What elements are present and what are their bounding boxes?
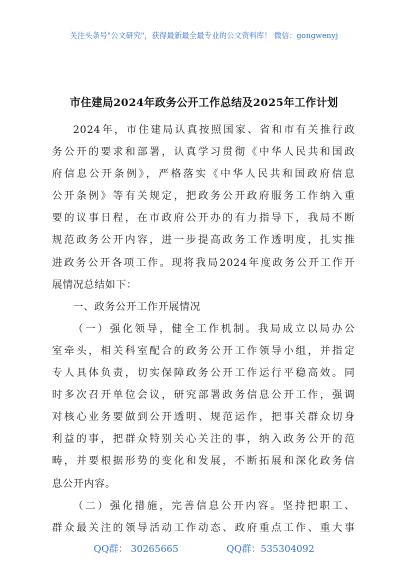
qq-group-1: QQ群： 30265665 xyxy=(93,544,179,555)
body-line: 进政务公开各项工作。现将我局2024年度政务公开工作开 xyxy=(52,257,355,269)
body-line: 息公开内容。 xyxy=(52,478,116,490)
body-line: （二）强化措施，完善信息公开内容。坚持把职工、 xyxy=(73,500,355,512)
body-line: 公开条例》等有关规定，把政务公开政府服务工作纳入重 xyxy=(52,191,355,203)
document-body xyxy=(52,120,355,540)
body-line: 要的议事日程，在市政府公开办的有力指导下，我局不断 xyxy=(52,213,355,225)
body-line: 规范政务公开内容，进一步提高政务工作透明度，扎实推 xyxy=(52,235,355,247)
body-line: 时多次召开单位会议，研究部署政务信息公开工作，强调 xyxy=(52,390,355,402)
body-line: 对核心业务要做到公开透明、规范运作，把事关群众切身 xyxy=(52,412,355,424)
qq-group-2: QQ群：535304092 xyxy=(226,544,315,555)
footer-contacts xyxy=(0,541,408,555)
body-line: 务公开的要求和部署，认真学习贯彻《中华人民共和国政 xyxy=(52,147,355,159)
body-line: 2024年，市住建局认真按照国家、省和市有关推行政 xyxy=(73,125,355,136)
body-line: 专人具体负责，切实保障政务公开工作运行平稳高效。同 xyxy=(52,368,355,380)
section-heading: 一、政务公开工作开展情况 xyxy=(73,301,201,313)
body-line: 利益的事，把群众特别关心关注的事，纳入政务公开的范 xyxy=(52,434,355,446)
body-line: 展情况总结如下： xyxy=(52,279,138,291)
body-line: 室牵头，相关科室配合的政务公开工作领导小组，并指定 xyxy=(52,345,355,357)
body-line: 府信息公开条例》，严格落实《中华人民共和国政府信息 xyxy=(52,169,355,181)
body-line: 群众最关注的领导活动工作动态、政府重点工作、重大事 xyxy=(52,522,355,534)
body-line: 畴，并要根据形势的变化和发展，不断拓展和深化政务信 xyxy=(52,456,355,468)
header-promo-banner: 关注头条号"公文研究"，获得最新最全最专业的公文资料库！ 微信：gongwenyj xyxy=(69,31,339,40)
document-title: 市住建局2024年政务公开工作总结及2025年工作计划 xyxy=(69,97,339,109)
body-line: （一）强化领导，健全工作机制。我局成立以局办公 xyxy=(73,323,355,335)
